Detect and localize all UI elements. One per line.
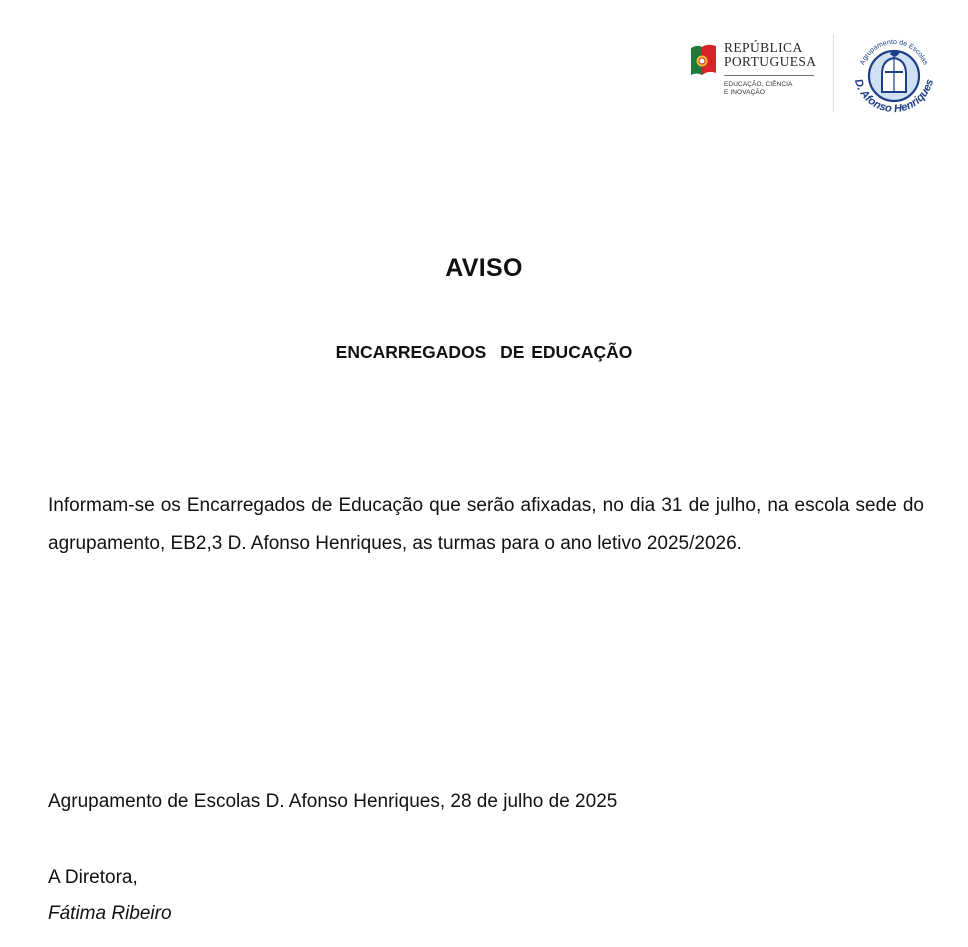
place-and-date: Agrupamento de Escolas D. Afonso Henriques, 28 de julho de 2025 (48, 791, 618, 812)
notice-title: AVISO (445, 254, 523, 282)
logo-line-republica: REPÚBLICA (724, 40, 803, 55)
school-logo-top-text: Agrupamento de Escolas (859, 38, 929, 67)
school-logo-bottom-text: D. Afonso Henriques (851, 77, 937, 116)
logo-divider (724, 75, 814, 76)
notice-body: Informam-se os Encarregados de Educação que serão afixadas, no dia 31 de julho, na escola sede do agrupamento, EB2,3 D. Afonso Henriques, as turmas para o ano letivo 2025/2026. (48, 495, 924, 554)
logo-line-portuguesa: PORTUGUESA (724, 54, 817, 69)
ministry-line-1: EDUCAÇÃO, CIÊNCIA (724, 81, 793, 88)
signature-name: Fátima Ribeiro (48, 903, 172, 924)
logo-separator (833, 34, 834, 112)
notice-subtitle: ENCARREGADOS DE EDUCAÇÃO (335, 342, 633, 362)
ministry-line-2: E INOVAÇÃO (724, 89, 765, 96)
portuguese-flag-icon (688, 42, 718, 78)
signature-role: A Diretora, (48, 867, 138, 888)
republica-portuguesa-logo (688, 40, 826, 112)
republica-portuguesa-wordmark (724, 41, 816, 69)
school-crest-icon (848, 30, 940, 122)
ministry-name (724, 81, 793, 97)
